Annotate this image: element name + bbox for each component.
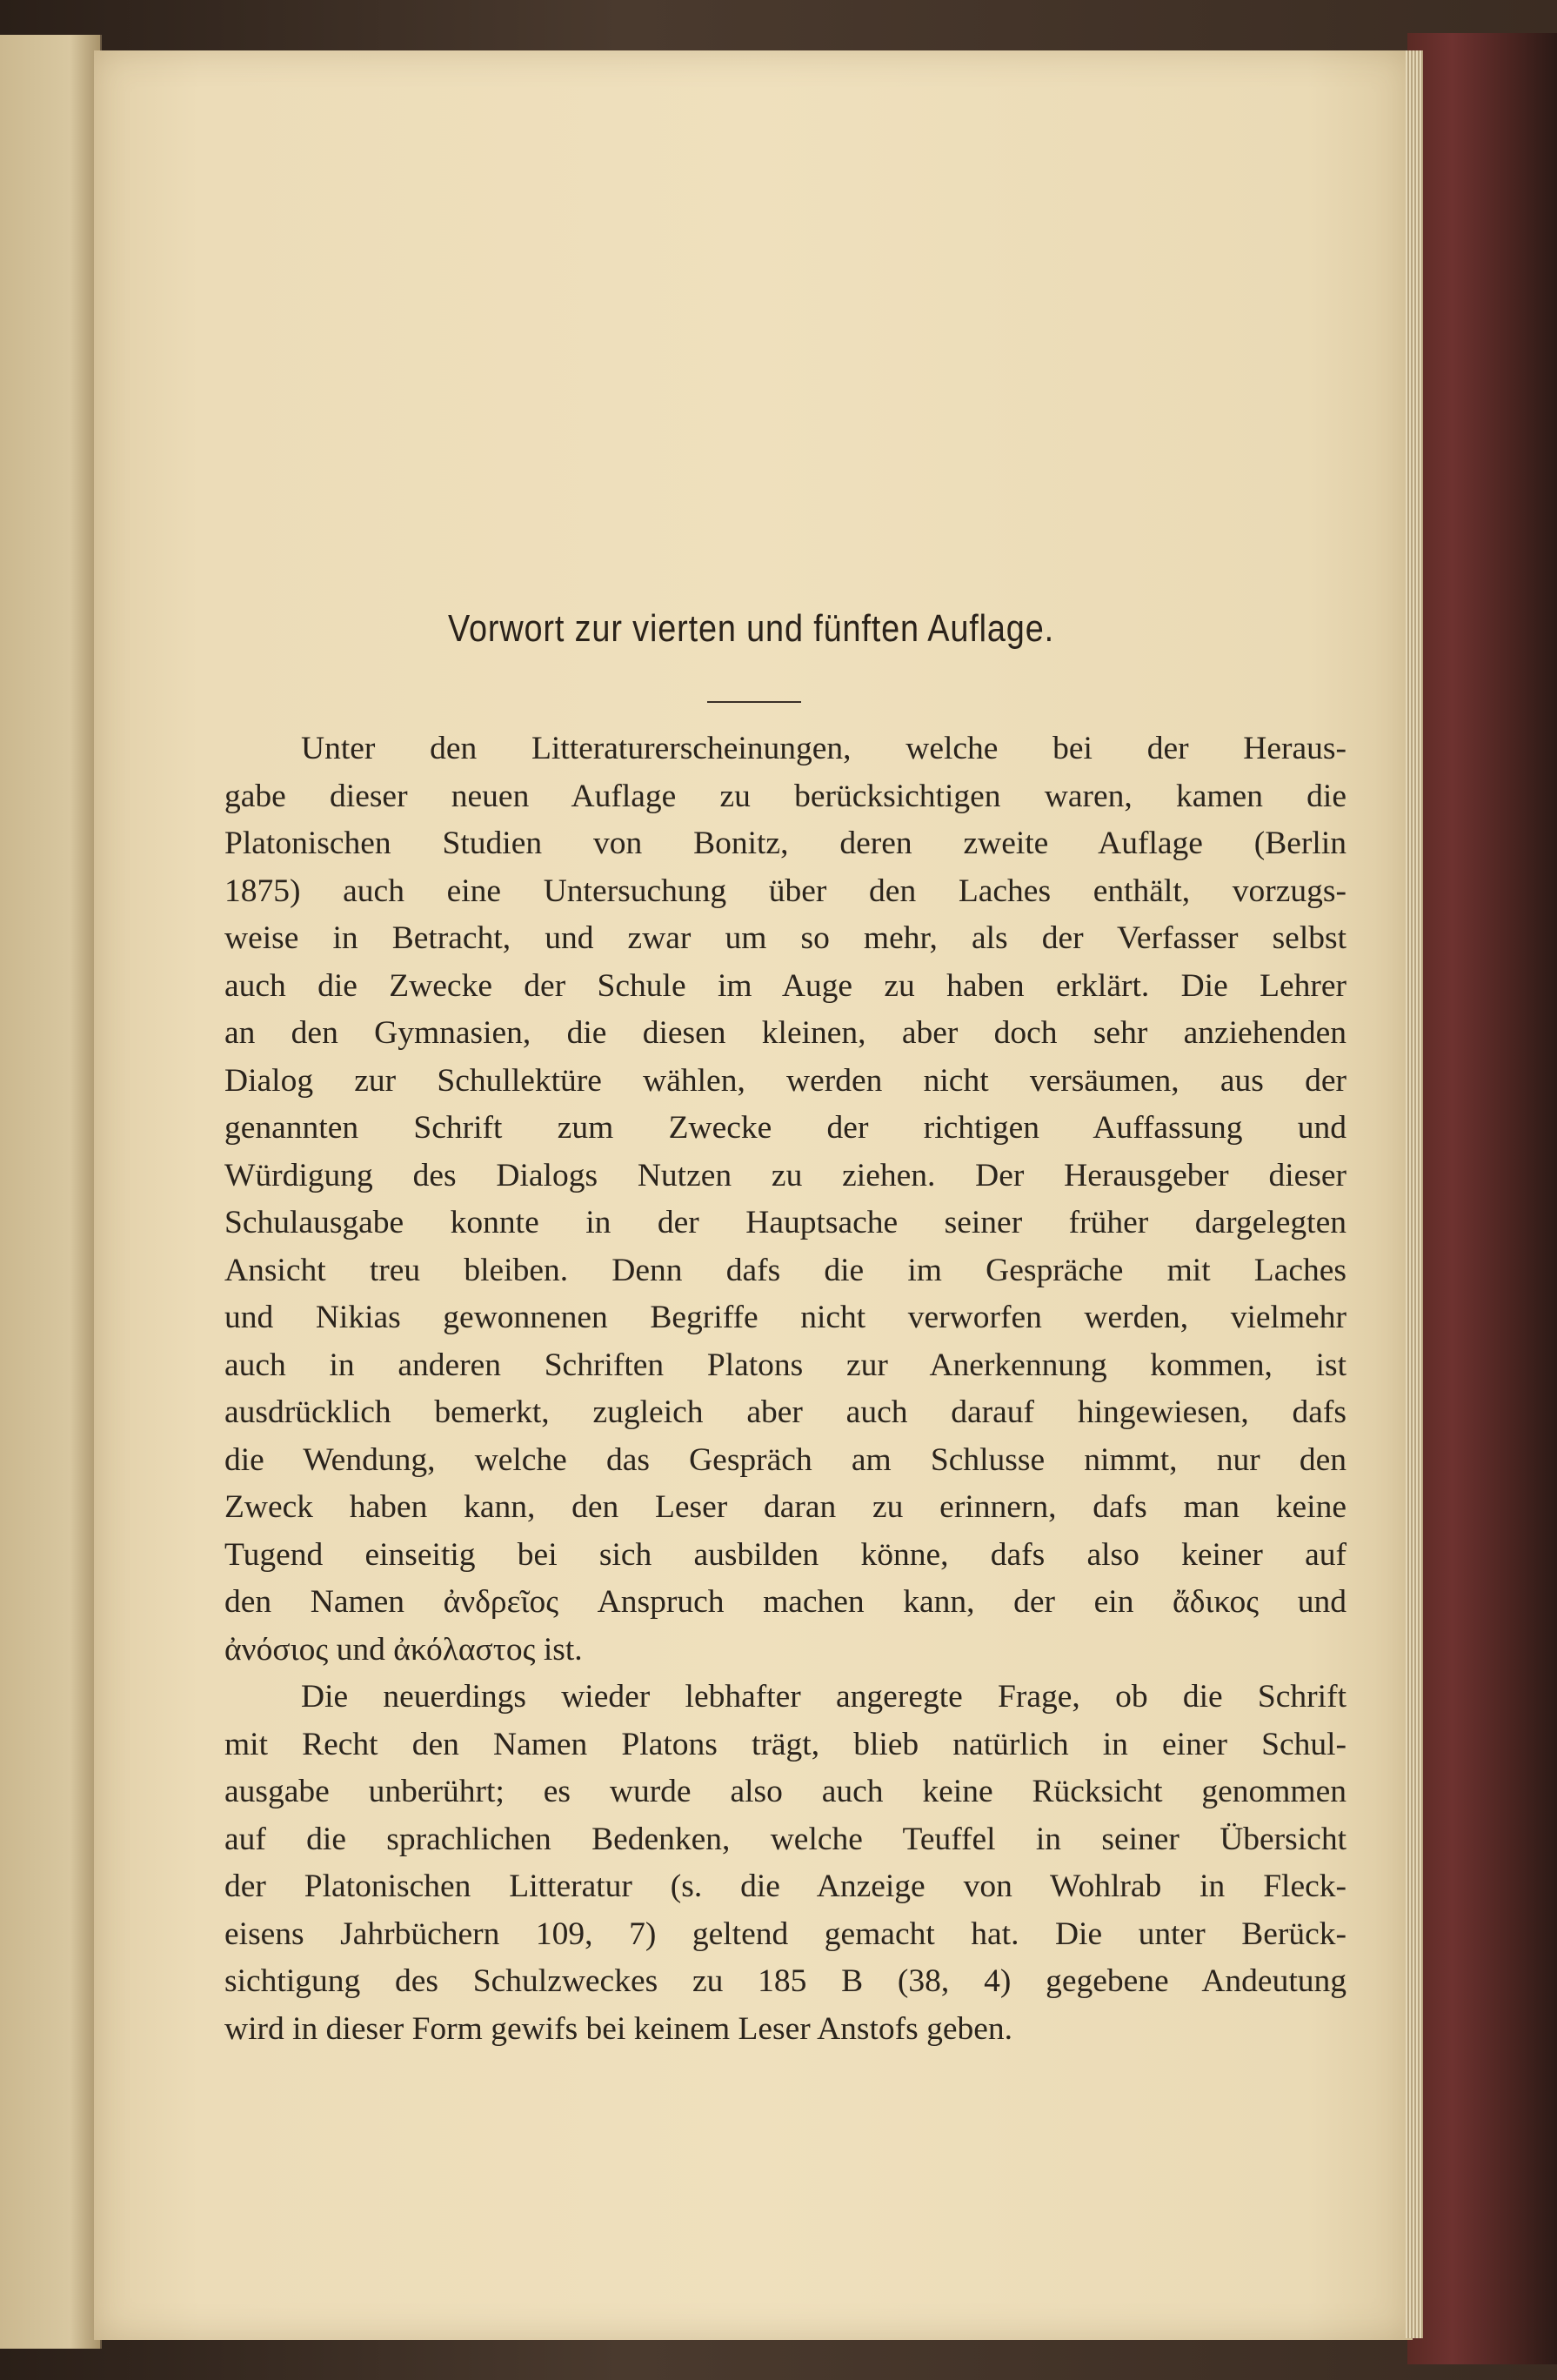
text-line: auch in anderen Schriften Platons zur Anerkennung kommen, ist	[224, 1347, 1347, 1383]
title-rule	[707, 701, 801, 703]
text-line: eisens Jahrbüchern 109, 7) geltend gemacht hat. Die unter Berück-	[224, 1915, 1347, 1952]
facing-page-edge	[0, 35, 102, 2349]
text-line: Tugend einseitig bei sich ausbilden könne, dafs also keiner auf	[224, 1536, 1347, 1573]
text-line: gabe dieser neuen Auflage zu berücksichtigen waren, kamen die	[224, 778, 1347, 814]
text-line: Unter den Litteraturerscheinungen, welche bei der Heraus-	[301, 731, 1347, 766]
text-line: auf die sprachlichen Bedenken, welche Teuffel in seiner Übersicht	[224, 1821, 1347, 1857]
book-cover-edge	[1407, 33, 1557, 2364]
text-line: Ansicht treu bleiben. Denn dafs die im Gespräche mit Laches	[224, 1252, 1347, 1288]
page-stack-edge	[1406, 50, 1423, 2338]
text-line: die Wendung, welche das Gespräch am Schlusse nimmt, nur den	[224, 1441, 1347, 1478]
text-line: ausdrücklich bemerkt, zugleich aber auch darauf hingewiesen, dafs	[224, 1394, 1347, 1430]
text-line: Schulausgabe konnte in der Hauptsache seiner früher dargelegten	[224, 1205, 1347, 1240]
text-line: Dialog zur Schullektüre wählen, werden nicht versäumen, aus der	[224, 1062, 1347, 1099]
text-line: Platonischen Studien von Bonitz, deren zweite Auflage (Berlin	[224, 826, 1347, 861]
text-line: ausgabe unberührt; es wurde also auch keine Rücksicht genommen	[224, 1774, 1347, 1809]
paragraph-2	[224, 1674, 1347, 2053]
text-line: weise in Betracht, und zwar um so mehr, als der Verfasser selbst	[224, 920, 1347, 956]
text-line: an den Gymnasien, die diesen kleinen, aber doch sehr anziehenden	[224, 1015, 1347, 1051]
text-line: sichtigung des Schulzweckes zu 185 B (38, 4) gegebene Andeutung	[224, 1963, 1347, 1999]
text-line: den Namen ἀνδρεῖος Anspruch machen kann, der ein ἄδικος und	[224, 1584, 1347, 1620]
book-page	[94, 50, 1413, 2340]
paragraph-1	[224, 725, 1347, 1674]
page-title: Vorwort zur vierten und fünften Auflage.	[447, 607, 1054, 650]
text-line: ἀνόσιος und ἀκόλαστος ist.	[224, 1631, 583, 1668]
text-line: auch die Zwecke der Schule im Auge zu haben erklärt. Die Lehrer	[224, 967, 1347, 1004]
text-line: und Nikias gewonnenen Begriffe nicht verworfen werden, vielmehr	[224, 1300, 1347, 1335]
text-line: Würdigung des Dialogs Nutzen zu ziehen. Der Herausgeber dieser	[224, 1157, 1347, 1193]
text-line: genannten Schrift zum Zwecke der richtigen Auffassung und	[224, 1110, 1347, 1146]
body-text	[224, 725, 1347, 2053]
text-line: der Platonischen Litteratur (s. die Anzeige von Wohlrab in Fleck-	[224, 1869, 1347, 1904]
text-line: mit Recht den Namen Platons trägt, blieb natürlich in einer Schul-	[224, 1726, 1347, 1762]
text-line: wird in dieser Form gewifs bei keinem Leser Anstofs geben.	[224, 2010, 1013, 2047]
text-line: 1875) auch eine Untersuchung über den Laches enthält, vorzugs-	[224, 872, 1347, 909]
text-line: Zweck haben kann, den Leser daran zu erinnern, dafs man keine	[224, 1489, 1347, 1525]
text-line: Die neuerdings wieder lebhafter angeregte Frage, ob die Schrift	[301, 1679, 1347, 1715]
